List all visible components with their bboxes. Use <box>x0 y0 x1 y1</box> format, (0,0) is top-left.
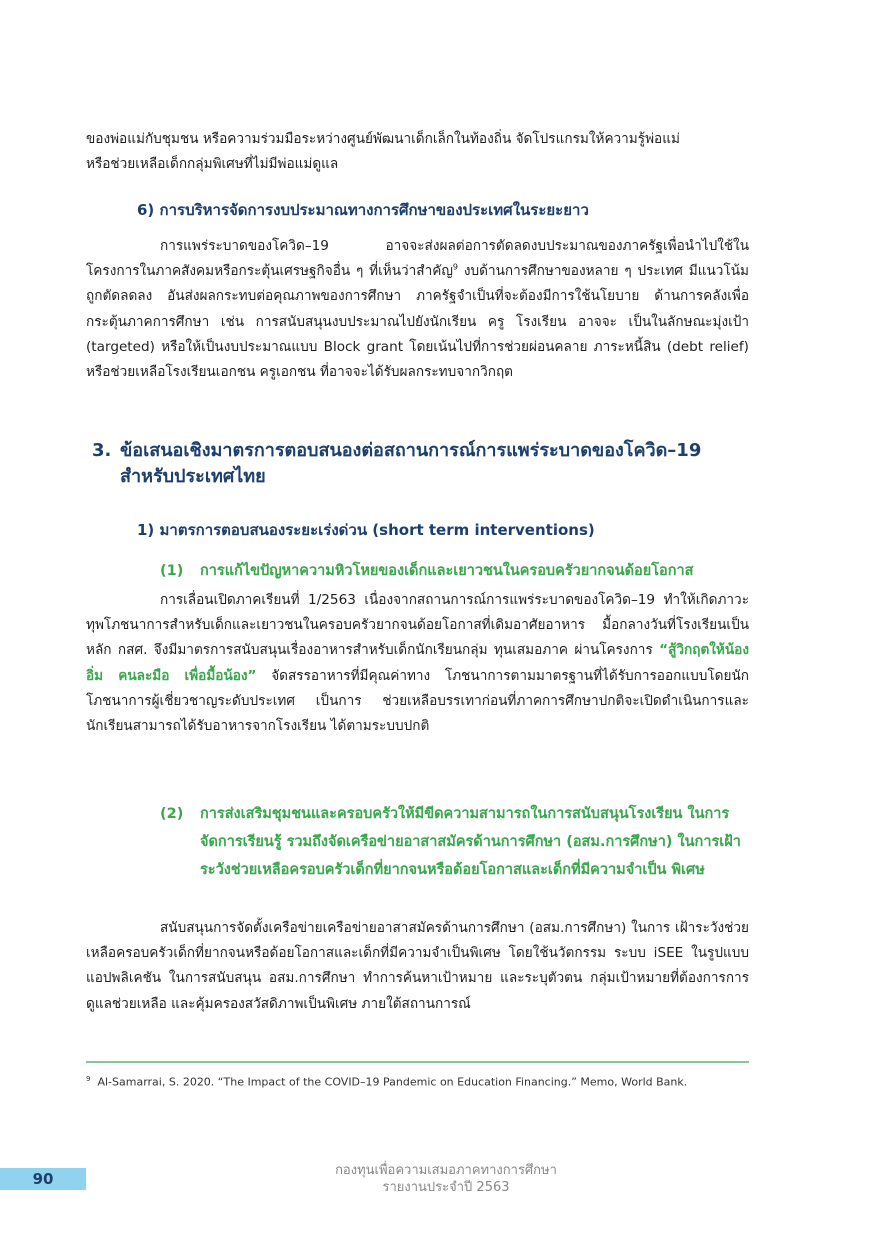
footnote-text: Al-Samarrai, S. 2020. “The Impact of the COVID–19 Pandemic on Education Financing.” Memo, World Bank. <box>97 1075 688 1089</box>
item-1-number: (1) <box>160 563 184 579</box>
page-number-tab: 90 <box>0 1168 86 1190</box>
footnote-marker: 9 <box>86 1075 91 1083</box>
item-1-paragraph <box>86 588 749 739</box>
section-6-text-end: งบด้านการศึกษาของหลาย ๆ ประเทศ มีแนวโน้มถูกตัดลดลง อันส่งผลกระทบต่อคุณภาพของการศึกษา ภาครัฐจำเป็นที่จะต้องมีการใช้นโยบาย ด้านการคลังเพื่อกระตุ้นภาคการศึกษา เช่น การสนับสนุนงบประมาณไปยังนักเรียน ครู โรงเรียน อาจจะ เป็นในลักษณะมุ่งเป้า (targeted) หรือให้เป็นงบประมาณแบบ Block grant โดยเน้นไปที่การช่วยผ่อนคลาย ภาระหนี้สิน (debt relief) หรือช่วยเหลือโรงเรียนเอกชน ครูเอกชน ที่อาจจะได้รับผลกระทบจากวิกฤต <box>86 263 749 381</box>
section-6-text-start: การแพร่ระบาดของโควิด–19 อาจจะส่งผลต่อการตัดลดงบประมาณของภาครัฐเพื่อนำไปใช้ใน โครงการในภาคสังคมหรือกระตุ้นเศรษฐกิจอื่น ๆ ที่เห็นว่าสำคัญ <box>86 238 749 280</box>
footnote-divider <box>86 1061 749 1063</box>
intro-paragraph <box>86 127 749 177</box>
item-2-title: การส่งเสริมชุมชนและครอบครัวให้มีขีดความสามารถในการสนับสนุนโรงเรียน ในการจัดการเรียนรู้ รวมถึงจัดเครือข่ายอาสาสมัครด้านการศึกษา (อสม.การศึกษา) ในการเฝ้าระวังช่วยเหลือครอบครัวเด็กที่ยากจนหรือด้อยโอกาสและเด็กที่มีความจำเป็น พิเศษ <box>200 806 741 878</box>
item-1-text-start: การเลื่อนเปิดภาคเรียนที่ 1/2563 เนื่องจากสถานการณ์การแพร่ระบาดของโควิด–19 ทำให้เกิดภาวะทุพโภชนาการสำหรับเด็กและเยาวชนในครอบครัวยากจนด้อยโอกาสที่เดิมอาศัยอาหาร มื้อกลางวันที่โรงเรียนเป็นหลัก กสศ. จึงมีมาตรการสนับสนุนเรื่องอาหารสำหรับเด็กนักเรียนกลุ่ม ทุนเสมอภาค ผ่านโครงการ <box>86 592 749 659</box>
item-2-heading <box>160 800 760 884</box>
intro-line-2: หรือช่วยเหลือเด็กกลุ่มพิเศษที่ไม่มีพ่อแม่ดูแล <box>86 156 339 173</box>
item-1-title: การแก้ไขปัญหาความหิวโหยของเด็กและเยาวชนในครอบครัวยากจนด้อยโอกาส <box>200 563 694 579</box>
section-3-title-line-2: สำหรับประเทศไทย <box>120 466 266 487</box>
footer-text <box>250 1162 642 1196</box>
footer-report-title: รายงานประจำปี 2563 <box>382 1180 510 1195</box>
item-2-paragraph <box>86 916 749 1017</box>
section-6-paragraph <box>86 234 749 385</box>
section-3-title-line-1: ข้อเสนอเชิงมาตรการตอบสนองต่อสถานการณ์การแพร่ระบาดของโควิด–19 <box>120 440 702 461</box>
section-3-number: 3. <box>92 440 112 461</box>
item-2-number: (2) <box>160 806 184 822</box>
footnote-reference[interactable]: 9 <box>452 262 458 272</box>
section-6-heading: 6) การบริหารจัดการงบประมาณทางการศึกษาของประเทศในระยะยาว <box>137 201 589 219</box>
item-1-text-end: จัดสรรอาหารที่มีคุณค่าทาง โภชนาการตามมาตรฐานที่ได้รับการออกแบบโดยนักโภชนาการผู้เชี่ยวชาญระดับประเทศ เป็นการ ช่วยเหลือบรรเทาก่อนที่ภาคการศึกษาปกติจะเปิดดำเนินการและนักเรียนสามารถได้รับอาหารจากโรงเรียน ได้ตามระบบปกติ <box>86 667 749 735</box>
item-1-heading <box>160 557 760 585</box>
section-3-heading <box>92 438 772 490</box>
item-2-text: สนับสนุนการจัดตั้งเครือข่ายเครือข่ายอาสาสมัครด้านการศึกษา (อสม.การศึกษา) ในการ เฝ้าระวังช่วยเหลือครอบครัวเด็กที่ยากจนหรือด้อยโอกาสและเด็กที่มีความจำเป็นพิเศษ โดยใช้นวัตกรรม ระบบ iSEE ในรูปแบบแอปพลิเคชัน ในการสนับสนุน อสม.การศึกษา ทำการค้นหาเป้าหมาย และระบุตัวตน กลุ่มเป้าหมายที่ต้องการการดูแลช่วยเหลือ และคุ้มครองสวัสดิภาพเป็นพิเศษ ภายใต้สถานการณ์ <box>86 920 749 1012</box>
footnote <box>86 1071 749 1091</box>
project-name-highlight: “สู้วิกฤตให้น้องอิ่ม คนละมือ เพื่อมื้อน้อง” <box>86 642 749 684</box>
subsection-1-heading: 1) มาตรการตอบสนองระยะเร่งด่วน (short term interventions) <box>137 521 595 539</box>
footer-organization: กองทุนเพื่อความเสมอภาคทางการศึกษา <box>335 1163 557 1178</box>
intro-line-1: ของพ่อแม่กับชุมชน หรือความร่วมมือระหว่างศูนย์พัฒนาเด็กเล็กในท้องถิ่น จัดโปรแกรมให้ความรู้พ่อแม่ <box>86 131 680 147</box>
